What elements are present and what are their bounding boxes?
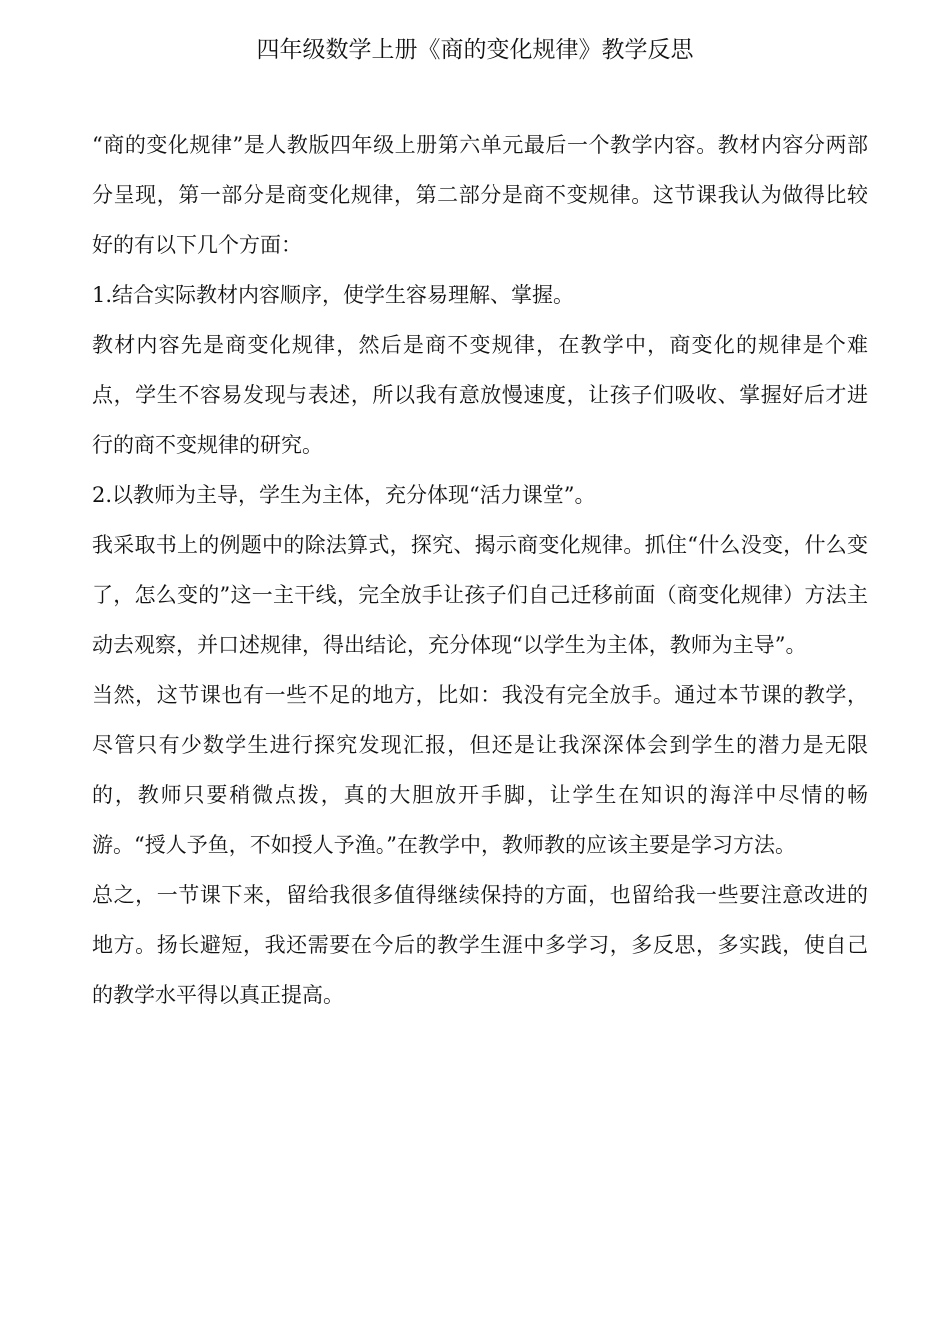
document-body [92,120,868,1020]
paragraph-conclusion: 总之，一节课下来，留给我很多值得继续保持的方面，也留给我一些要注意改进的地方。扬长避短，我还需要在今后的教学生涯中多学习，多反思，多实践，使自己的教学水平得以真正提高。 [92,883,868,1007]
paragraph-shortcomings: 当然，这节课也有一些不足的地方，比如：我没有完全放手。通过本节课的教学，尽管只有少数学生进行探究发现汇报，但还是让我深深体会到学生的潜力是无限的，教师只要稍微点拨，真的大胆放开手脚，让学生在知识的海洋中尽情的畅游。“授人予鱼，不如授人予渔。”在教学中，教师教的应该主要是学习方法。 [92,683,868,857]
paragraph-point-2-heading: 2.以教师为主导，学生为主体，充分体现“活力课堂”。 [92,483,596,507]
paragraph-point-1-heading: 1.结合实际教材内容顺序，使学生容易理解、掌握。 [92,283,575,307]
document-title: 四年级数学上册《商的变化规律》教学反思 [256,37,694,63]
paragraph-point-2-detail: 我采取书上的例题中的除法算式，探究、揭示商变化规律。抓住“什么没变，什么变了，怎么变的”这一主干线，完全放手让孩子们自己迁移前面（商变化规律）方法主动去观察，并口述规律，得出结论，充分体现“以学生为主体，教师为主导”。 [92,533,868,657]
paragraph-intro: “商的变化规律”是人教版四年级上册第六单元最后一个教学内容。教材内容分两部分呈现，第一部分是商变化规律，第二部分是商不变规律。这节课我认为做得比较好的有以下几个方面： [92,133,868,257]
paragraph-point-1-detail: 教材内容先是商变化规律，然后是商不变规律，在教学中，商变化的规律是个难点，学生不容易发现与表述，所以我有意放慢速度，让孩子们吸收、掌握好后才进行的商不变规律的研究。 [92,333,868,457]
